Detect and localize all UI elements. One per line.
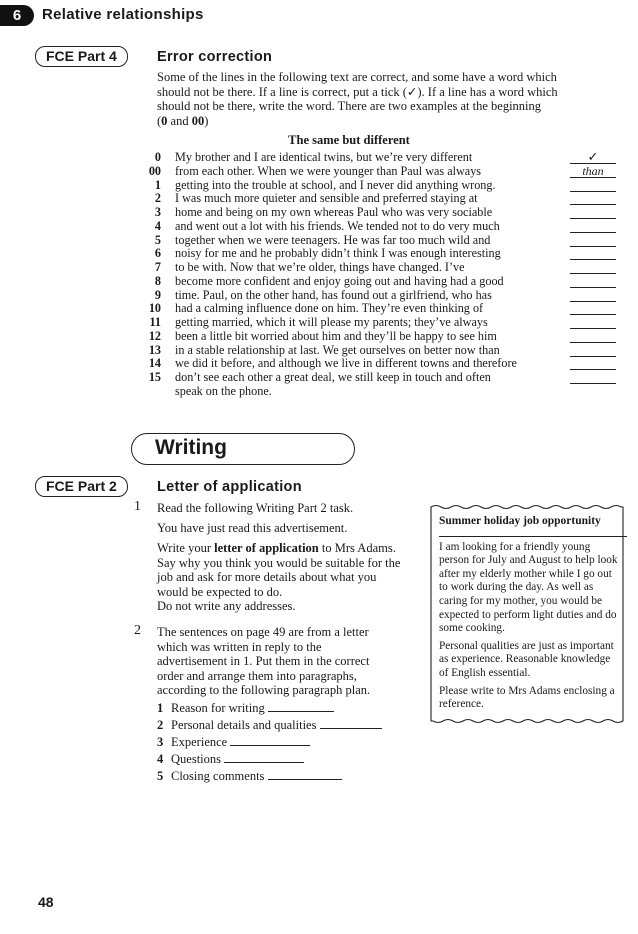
- ad-line: to work during the day. As well as: [439, 581, 594, 594]
- task-1-number: 1: [134, 499, 141, 514]
- plan-label: Closing comments: [171, 769, 265, 783]
- line-number: 7: [154, 260, 161, 274]
- answer-blank[interactable]: [230, 735, 310, 746]
- task-1-line: You have just read this advertisement.: [157, 520, 348, 535]
- part-label-fce-4: FCE Part 4: [35, 46, 128, 67]
- line-number: 0: [154, 150, 161, 164]
- line-number: 3: [154, 205, 161, 219]
- writing-heading: Writing: [155, 436, 227, 459]
- answer-blank[interactable]: [570, 330, 616, 343]
- line-number: 6: [154, 246, 161, 261]
- answer-blank[interactable]: [570, 316, 616, 329]
- paren-close: ): [204, 113, 209, 128]
- advertisement-paragraph: [439, 685, 627, 712]
- answer-example: ✓: [570, 151, 616, 164]
- answer-blank[interactable]: [224, 752, 304, 763]
- unit-number-badge: 6: [0, 5, 34, 26]
- task-1-line: Do not write any addresses.: [157, 599, 296, 613]
- task-1-text: [157, 501, 422, 614]
- line-number: 5: [154, 232, 161, 247]
- line-number: 9: [154, 287, 161, 302]
- line-text: in a stable relationship at last. We get ourselves on better now than: [175, 342, 500, 357]
- ad-line: after my elderly mother while I go out: [439, 567, 612, 580]
- line-number: 00: [148, 163, 161, 178]
- line-number: 13: [148, 342, 161, 357]
- plan-item: [157, 718, 382, 732]
- plan-num: 2: [157, 718, 164, 732]
- line-text: time. Paul, on the other hand, has found out a girlfriend, who has: [175, 287, 492, 302]
- line-text: home and being on my own whereas Paul who was very sociable: [175, 205, 493, 219]
- task-2-line: order and arrange them into paragraphs,: [157, 668, 357, 683]
- advertisement-box: [427, 503, 627, 725]
- instruction-line: should not be there, write the word. There are two examples at the beginning: [157, 99, 542, 113]
- advertisement-paragraph: [439, 640, 627, 681]
- answer-example: than: [570, 165, 616, 178]
- answer-blank[interactable]: [570, 357, 616, 370]
- task-2-line: according to the following paragraph plan.: [157, 683, 371, 697]
- instructions: [157, 70, 607, 128]
- line-text: to be with. Now that we’re older, things have changed. I’ve: [175, 260, 465, 274]
- plan-label: Questions: [171, 752, 221, 766]
- plan-item: [157, 752, 304, 766]
- instruction-line: [157, 114, 607, 129]
- line-text: and went out a lot with his friends. We tended not to do very much: [175, 218, 500, 233]
- line-text: we did it before, and although we live in different towns and therefore: [175, 356, 517, 371]
- page-number: 48: [38, 894, 54, 910]
- advertisement-title: Summer holiday job opportunity: [439, 515, 601, 527]
- example-0: 0: [161, 113, 168, 128]
- plan-label: Reason for writing: [171, 701, 265, 715]
- ad-line: expected to perform light duties and do: [439, 608, 617, 621]
- answer-blank[interactable]: [268, 701, 334, 712]
- advertisement-paragraph: [439, 541, 627, 636]
- advertisement-content: [439, 515, 627, 712]
- ad-line: as experience. Reasonable knowledge: [439, 653, 611, 666]
- line-number: 2: [154, 191, 161, 206]
- ad-line: reference.: [439, 698, 484, 711]
- ad-line: Please write to Mrs Adams enclosing a: [439, 684, 615, 697]
- task-1-line: [157, 541, 422, 556]
- line-text: been a little bit worried about him and they’ll be happy to see him: [175, 328, 497, 343]
- answer-blank[interactable]: [570, 234, 616, 247]
- answer-blank[interactable]: [570, 179, 616, 192]
- task-2-line: advertisement in 1. Put them in the correct: [157, 654, 370, 668]
- answer-blank[interactable]: [320, 718, 382, 729]
- answer-blank[interactable]: [570, 261, 616, 274]
- letter-of-application-emphasis: letter of application: [214, 541, 319, 555]
- line-number: 1: [154, 177, 161, 192]
- section-title-letter: Letter of application: [157, 479, 302, 495]
- unit-title: Relative relationships: [42, 6, 204, 23]
- answer-blank[interactable]: [268, 769, 342, 780]
- answer-blank[interactable]: [570, 344, 616, 357]
- line-text: together when we were teenagers. He was far too much wild and: [175, 232, 491, 247]
- line-text: don’t see each other a great deal, we still keep in touch and often: [175, 370, 491, 384]
- plan-num: 3: [157, 735, 164, 749]
- answer-blank[interactable]: [570, 371, 616, 384]
- task-1-line: Read the following Writing Part 2 task.: [157, 501, 354, 515]
- plan-item: [157, 701, 334, 715]
- answer-blank[interactable]: [570, 302, 616, 315]
- line-text: had a calming influence done on him. They’re even thinking of: [175, 301, 484, 316]
- plan-label: Personal details and qualities: [171, 718, 317, 732]
- task-1-line: Say why you think you would be suitable for the: [157, 555, 401, 570]
- example-00: 00: [191, 113, 205, 128]
- line-text: become more confident and enjoy going out and having had a good: [175, 273, 504, 288]
- line-text: getting married, which it will please my parents; they’ve always: [175, 315, 488, 329]
- answer-blank[interactable]: [570, 220, 616, 233]
- text-title: The same but different: [288, 133, 410, 147]
- answer-blank[interactable]: [570, 275, 616, 288]
- task-2-line: The sentences on page 49 are from a letter: [157, 625, 369, 639]
- line-number: 8: [154, 273, 161, 288]
- ad-line: person for July and August to help look: [439, 554, 618, 567]
- to-mrs-adams-text: to Mrs Adams.: [318, 541, 396, 555]
- plan-num: 5: [157, 769, 164, 783]
- line-text: getting into the trouble at school, and I never did anything wrong.: [175, 177, 496, 192]
- ad-line: some cooking.: [439, 622, 505, 635]
- ad-line: caring for my mother, you would be: [439, 594, 602, 607]
- line-text: speak on the phone.: [175, 383, 272, 398]
- line-number: 15: [148, 370, 161, 384]
- line-text: I was much more quieter and sensible and preferred staying at: [175, 191, 478, 206]
- paren-open: (: [157, 113, 162, 128]
- plan-label: Experience: [171, 735, 228, 749]
- line-number: 4: [154, 218, 161, 233]
- line-text: My brother and I are identical twins, but we’re very different: [175, 150, 473, 164]
- task-1-line: would be expected to do.: [157, 584, 283, 599]
- answer-blank[interactable]: [570, 192, 616, 205]
- instruction-line: should not be there. If a line is correct, put a tick (✓). If a line has a word which: [157, 84, 558, 99]
- plan-item: [157, 735, 310, 749]
- and-text: and: [167, 113, 192, 128]
- line-number: 12: [148, 328, 161, 343]
- task-2-line: which was written in reply to the: [157, 639, 322, 654]
- task-2-number: 2: [134, 623, 141, 638]
- line-number: 10: [148, 301, 161, 316]
- divider: [439, 536, 627, 537]
- answer-blank[interactable]: [570, 206, 616, 219]
- plan-num: 4: [157, 752, 164, 766]
- task-2-text: [157, 625, 422, 698]
- plan-item: [157, 769, 342, 783]
- answer-blank[interactable]: [570, 289, 616, 302]
- ad-line: Personal qualities are just as important: [439, 639, 614, 652]
- write-your-text: Write your: [157, 541, 215, 555]
- line-number: 11: [149, 315, 161, 329]
- line-text: from each other. When we were younger than Paul was always: [175, 163, 482, 178]
- line-text: noisy for me and he probably didn’t think I was enough interesting: [175, 246, 501, 261]
- instruction-line: Some of the lines in the following text are correct, and some have a word which: [157, 70, 557, 84]
- answer-blank[interactable]: [570, 247, 616, 260]
- task-1-line: job and ask for more details about what you: [157, 570, 377, 584]
- part-label-fce-2: FCE Part 2: [35, 476, 128, 497]
- plan-num: 1: [157, 701, 164, 715]
- line-number: 14: [148, 356, 161, 371]
- section-title-error-correction: Error correction: [157, 49, 273, 65]
- ad-line: I am looking for a friendly young: [439, 540, 591, 553]
- ad-line: of English essential.: [439, 666, 531, 679]
